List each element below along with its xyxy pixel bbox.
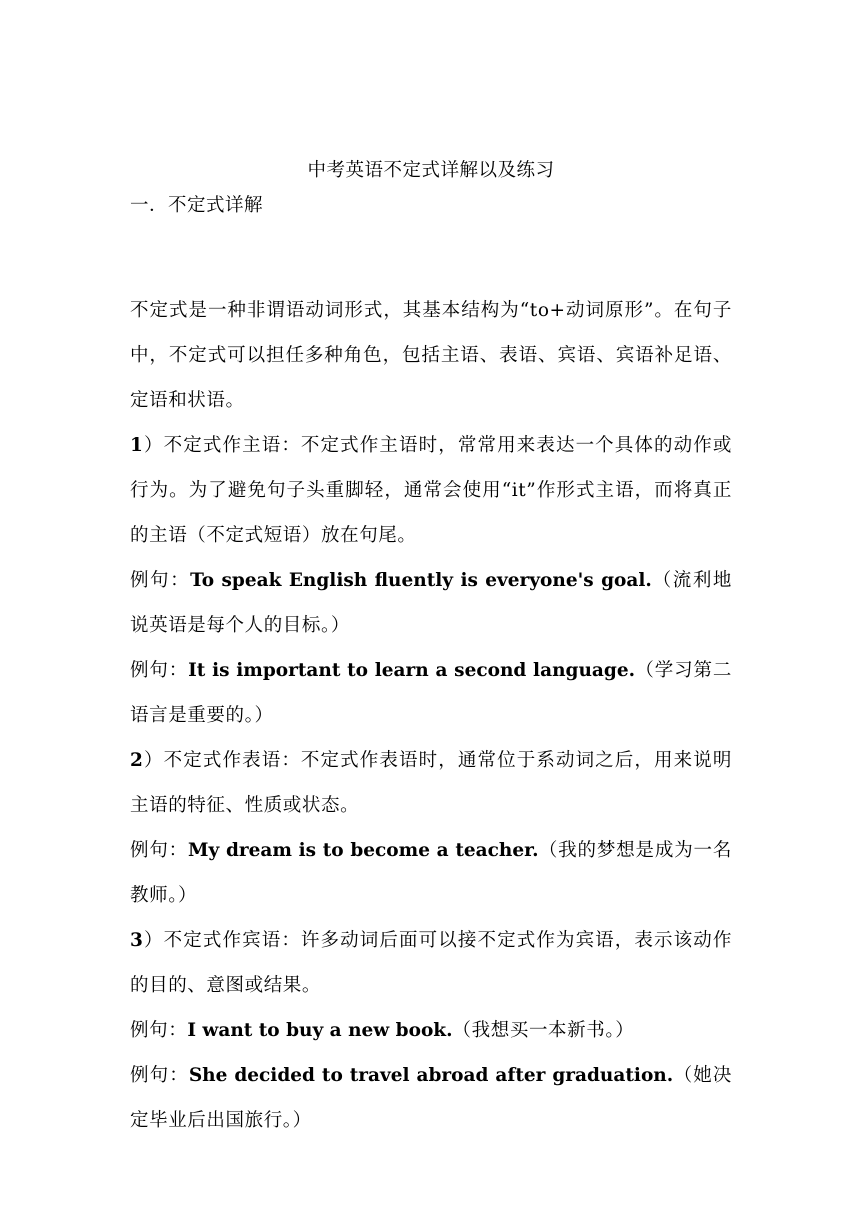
example-english: My dream is to become a teacher.	[188, 840, 539, 861]
example-english: I want to buy a new book.	[187, 1020, 453, 1041]
example-sentence	[130, 1008, 732, 1053]
point-1-paragraph	[130, 423, 732, 558]
point-number: 3	[130, 930, 144, 951]
example-sentence	[130, 1053, 732, 1143]
point-3-paragraph	[130, 918, 732, 1008]
example-label: 例句：	[130, 1020, 188, 1041]
example-chinese: （学习第二语言是重要的。）	[130, 660, 732, 726]
example-chinese: （流利地说英语是每个人的目标。）	[130, 570, 732, 636]
example-chinese: （她决定毕业后出国旅行。）	[130, 1065, 732, 1131]
document-page	[130, 156, 732, 1143]
example-english: It is important to learn a second language.	[188, 660, 636, 681]
point-number: 1	[130, 435, 144, 456]
example-sentence	[130, 648, 732, 738]
example-label: 例句：	[130, 660, 189, 681]
example-label: 例句：	[130, 1065, 189, 1086]
intro-text: 不定式是一种非谓语动词形式，其基本结构为“to+动词原形”。在句子中，不定式可以担任多种角色，包括主语、表语、宾语、宾语补足语、定语和状语。	[130, 300, 732, 411]
example-sentence	[130, 828, 732, 918]
section-heading: 一．不定式详解	[130, 195, 264, 216]
point-number: 2	[130, 750, 144, 771]
example-english: To speak English fluently is everyone's goal.	[190, 570, 652, 591]
example-label: 例句：	[130, 570, 191, 591]
example-sentence	[130, 558, 732, 648]
example-english: She decided to travel abroad after graduation.	[188, 1065, 674, 1086]
example-chinese: （我想买一本新书。）	[452, 1020, 635, 1041]
point-2-paragraph	[130, 738, 732, 828]
document-title: 中考英语不定式详解以及练习	[307, 160, 555, 181]
example-label: 例句：	[130, 840, 189, 861]
intro-paragraph	[130, 288, 732, 423]
point-text: ）不定式作主语：不定式作主语时，常常用来表达一个具体的动作或行为。为了避免句子头重脚轻，通常会使用“it”作形式主语，而将真正的主语（不定式短语）放在句尾。	[130, 435, 732, 546]
example-chinese: （我的梦想是成为一名教师。）	[130, 840, 732, 906]
point-text: ）不定式作宾语：许多动词后面可以接不定式作为宾语，表示该动作的目的、意图或结果。	[130, 930, 732, 996]
point-text: ）不定式作表语：不定式作表语时，通常位于系动词之后，用来说明主语的特征、性质或状态。	[130, 750, 732, 816]
